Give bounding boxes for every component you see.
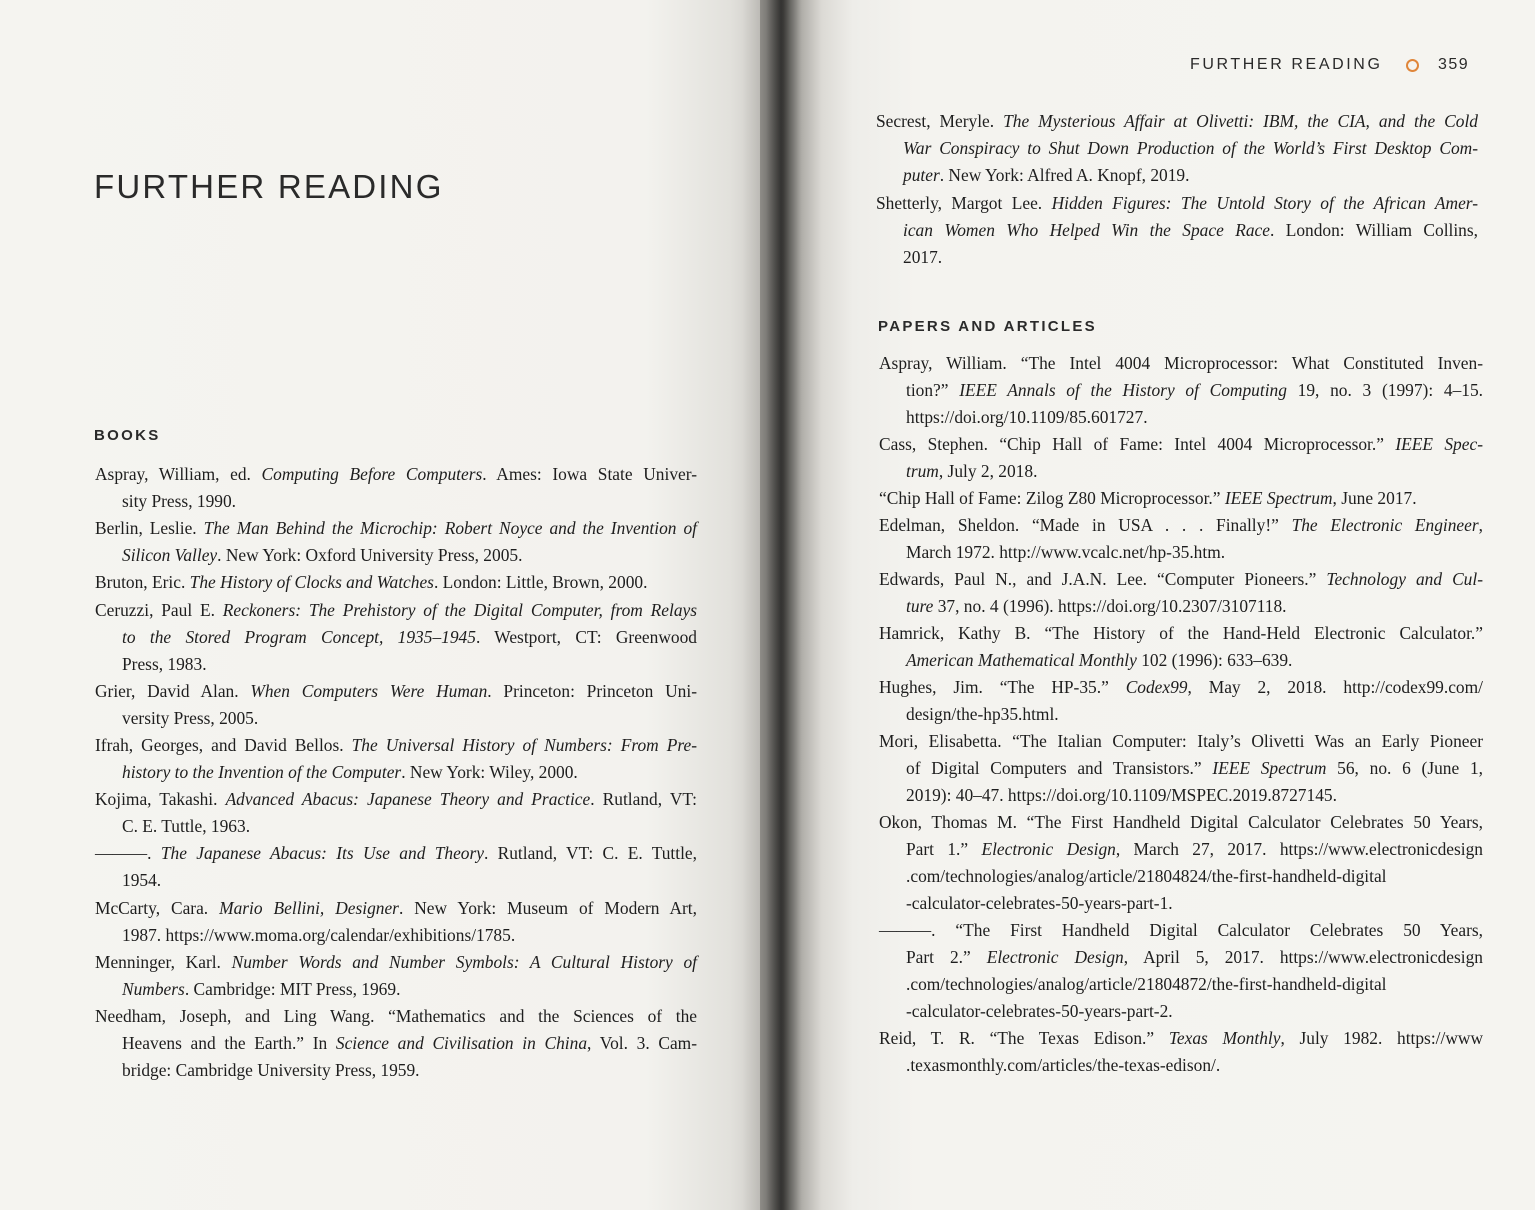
chapter-title: FURTHER READING: [94, 168, 444, 205]
bibliography-entry: [879, 431, 1483, 485]
entry-line: ture 37, no. 4 (1996). https://doi.org/10.2307/3107118.: [906, 596, 1287, 616]
bibliography-entry: [95, 895, 697, 949]
entry-line: to the Stored Program Concept, 1935–1945. Westport, CT: Greenwood: [122, 626, 697, 647]
entry-line: 1954.: [122, 870, 162, 891]
entry-line: Hughes, Jim. “The HP-35.” Codex99, May 2, 2018. http://codex99.com/: [879, 677, 1483, 697]
entry-line: March 1972. http://www.vcalc.net/hp-35.htm.: [906, 542, 1226, 562]
entry-line: Aspray, William. “The Intel 4004 Microprocessor: What Constituted Inven-: [879, 353, 1483, 373]
bibliography-entry: [879, 620, 1483, 674]
bibliography-entry: [879, 809, 1483, 917]
bibliography-entry: [879, 674, 1483, 728]
entry-line: American Mathematical Monthly 102 (1996): 633–639.: [906, 650, 1293, 670]
bibliography-entry: [95, 786, 697, 840]
entry-line: Aspray, William, ed. Computing Before Computers. Ames: Iowa State Univer-: [95, 464, 697, 484]
entry-line: Grier, David Alan. When Computers Were Human. Princeton: Princeton Uni-: [95, 680, 697, 701]
entry-line: Menninger, Karl. Number Words and Number Symbols: A Cultural History of: [95, 951, 697, 972]
entry-line: Edelman, Sheldon. “Made in USA . . . Finally!” The Electronic Engineer,: [879, 515, 1483, 535]
entry-line: 1987. https://www.moma.org/calendar/exhibitions/1785.: [122, 924, 516, 945]
page-number: 359: [1438, 56, 1470, 73]
section-heading-books: BOOKS: [94, 427, 161, 444]
entry-line: trum, July 2, 2018.: [906, 461, 1038, 481]
entry-line: https://doi.org/10.1109/85.601727.: [906, 407, 1148, 427]
entry-line: Silicon Valley. New York: Oxford University Press, 2005.: [122, 545, 523, 566]
entry-line: sity Press, 1990.: [122, 491, 237, 512]
entry-line: tion?” IEEE Annals of the History of Computing 19, no. 3 (1997): 4–15.: [906, 380, 1484, 400]
entry-line: ———. “The First Handheld Digital Calculator Celebrates 50 Years,: [879, 920, 1483, 940]
running-head: FURTHER READING: [1190, 56, 1383, 73]
bibliography-entry: [95, 515, 697, 569]
entry-line: -calculator-celebrates-50-years-part-2.: [906, 1001, 1173, 1021]
entry-line: Secrest, Meryle. The Mysterious Affair at Olivetti: IBM, the CIA, and the Cold: [876, 111, 1478, 131]
entry-line: Cass, Stephen. “Chip Hall of Fame: Intel 4004 Microprocessor.” IEEE Spec-: [879, 434, 1483, 454]
entry-line: 2017.: [903, 247, 943, 267]
entry-line: Ifrah, Georges, and David Bellos. The Universal History of Numbers: From Pre-: [95, 735, 697, 755]
bibliography-entry: [95, 678, 697, 732]
entry-line: Numbers. Cambridge: MIT Press, 1969.: [122, 978, 401, 999]
bibliography-entry: [879, 485, 1483, 512]
entry-line: -calculator-celebrates-50-years-part-1.: [906, 893, 1173, 913]
entry-line: Mori, Elisabetta. “The Italian Computer: Italy’s Olivetti Was an Early Pioneer: [879, 731, 1483, 751]
entry-line: McCarty, Cara. Mario Bellini, Designer. New York: Museum of Modern Art,: [95, 897, 697, 918]
entry-line: War Conspiracy to Shut Down Production of the World’s First Desktop Com-: [903, 138, 1478, 159]
entry-line: “Chip Hall of Fame: Zilog Z80 Microprocessor.” IEEE Spectrum, June 2017.: [879, 488, 1417, 508]
entry-line: Needham, Joseph, and Ling Wang. “Mathematics and the Sciences of the: [95, 1006, 697, 1026]
entry-line: ———. The Japanese Abacus: Its Use and Theory. Rutland, VT: C. E. Tuttle,: [95, 843, 697, 864]
entry-line: versity Press, 2005.: [122, 707, 259, 728]
bibliography-entry: [879, 728, 1483, 809]
bibliography-entry: [95, 569, 697, 596]
entry-line: history to the Invention of the Computer. New York: Wiley, 2000.: [122, 762, 578, 783]
entry-line: of Digital Computers and Transistors.” IEEE Spectrum 56, no. 6 (June 1,: [906, 758, 1483, 778]
entry-line: Shetterly, Margot Lee. Hidden Figures: The Untold Story of the African Amer-: [876, 192, 1478, 213]
bibliography-entry: [95, 732, 697, 786]
book-gutter: [742, 0, 802, 1210]
bibliography-entry: [879, 350, 1483, 431]
bibliography-entry: [879, 566, 1483, 620]
bibliography-entry: [876, 108, 1478, 190]
entry-line: .com/technologies/analog/article/21804872/the-first-handheld-digital: [906, 974, 1387, 994]
entry-line: Hamrick, Kathy B. “The History of the Hand-Held Electronic Calculator.”: [879, 623, 1483, 643]
entry-line: Part 2.” Electronic Design, April 5, 2017. https://www.electronicdesign: [906, 947, 1483, 967]
entry-line: Ceruzzi, Paul E. Reckoners: The Prehistory of the Digital Computer, from Relays: [95, 599, 698, 620]
entry-line: Berlin, Leslie. The Man Behind the Microchip: Robert Noyce and the Invention of: [95, 518, 697, 539]
entry-line: 2019): 40–47. https://doi.org/10.1109/MSPEC.2019.8727145.: [906, 785, 1337, 805]
bibliography-entry: [95, 461, 697, 515]
bibliography-entry: [876, 190, 1478, 272]
circle-ornament-icon: [1406, 59, 1419, 72]
bibliography-entry: [879, 512, 1483, 566]
bibliography-entry: [95, 949, 697, 1003]
bibliography-entry: [95, 840, 697, 894]
entry-line: Bruton, Eric. The History of Clocks and Watches. London: Little, Brown, 2000.: [95, 572, 648, 593]
entry-line: Part 1.” Electronic Design, March 27, 2017. https://www.electronicdesign: [906, 839, 1483, 859]
entry-line: Kojima, Takashi. Advanced Abacus: Japanese Theory and Practice. Rutland, VT:: [95, 789, 697, 810]
entry-line: .com/technologies/analog/article/21804824/the-first-handheld-digital: [906, 866, 1387, 886]
bibliography-entry: [95, 1003, 697, 1084]
entry-line: Press, 1983.: [122, 653, 207, 674]
entry-line: bridge: Cambridge University Press, 1959.: [122, 1060, 420, 1081]
entry-line: Okon, Thomas M. “The First Handheld Digital Calculator Celebrates 50 Years,: [879, 812, 1483, 832]
entry-line: puter. New York: Alfred A. Knopf, 2019.: [903, 165, 1190, 186]
entry-line: design/the-hp35.html.: [906, 704, 1059, 724]
section-heading-papers: PAPERS AND ARTICLES: [878, 318, 1097, 335]
entry-line: C. E. Tuttle, 1963.: [122, 816, 251, 837]
bibliography-entry: [879, 917, 1483, 1025]
entry-line: .texasmonthly.com/articles/the-texas-edison/.: [906, 1055, 1221, 1075]
entry-line: Reid, T. R. “The Texas Edison.” Texas Monthly, July 1982. https://www: [879, 1028, 1484, 1048]
entry-line: Edwards, Paul N., and J.A.N. Lee. “Computer Pioneers.” Technology and Cul-: [879, 569, 1483, 589]
bibliography-entry: [879, 1025, 1483, 1079]
bibliography-entry: [95, 597, 697, 678]
entry-line: ican Women Who Helped Win the Space Race. London: William Collins,: [903, 219, 1478, 240]
entry-line: Heavens and the Earth.” In Science and Civilisation in China, Vol. 3. Cam-: [122, 1033, 697, 1054]
